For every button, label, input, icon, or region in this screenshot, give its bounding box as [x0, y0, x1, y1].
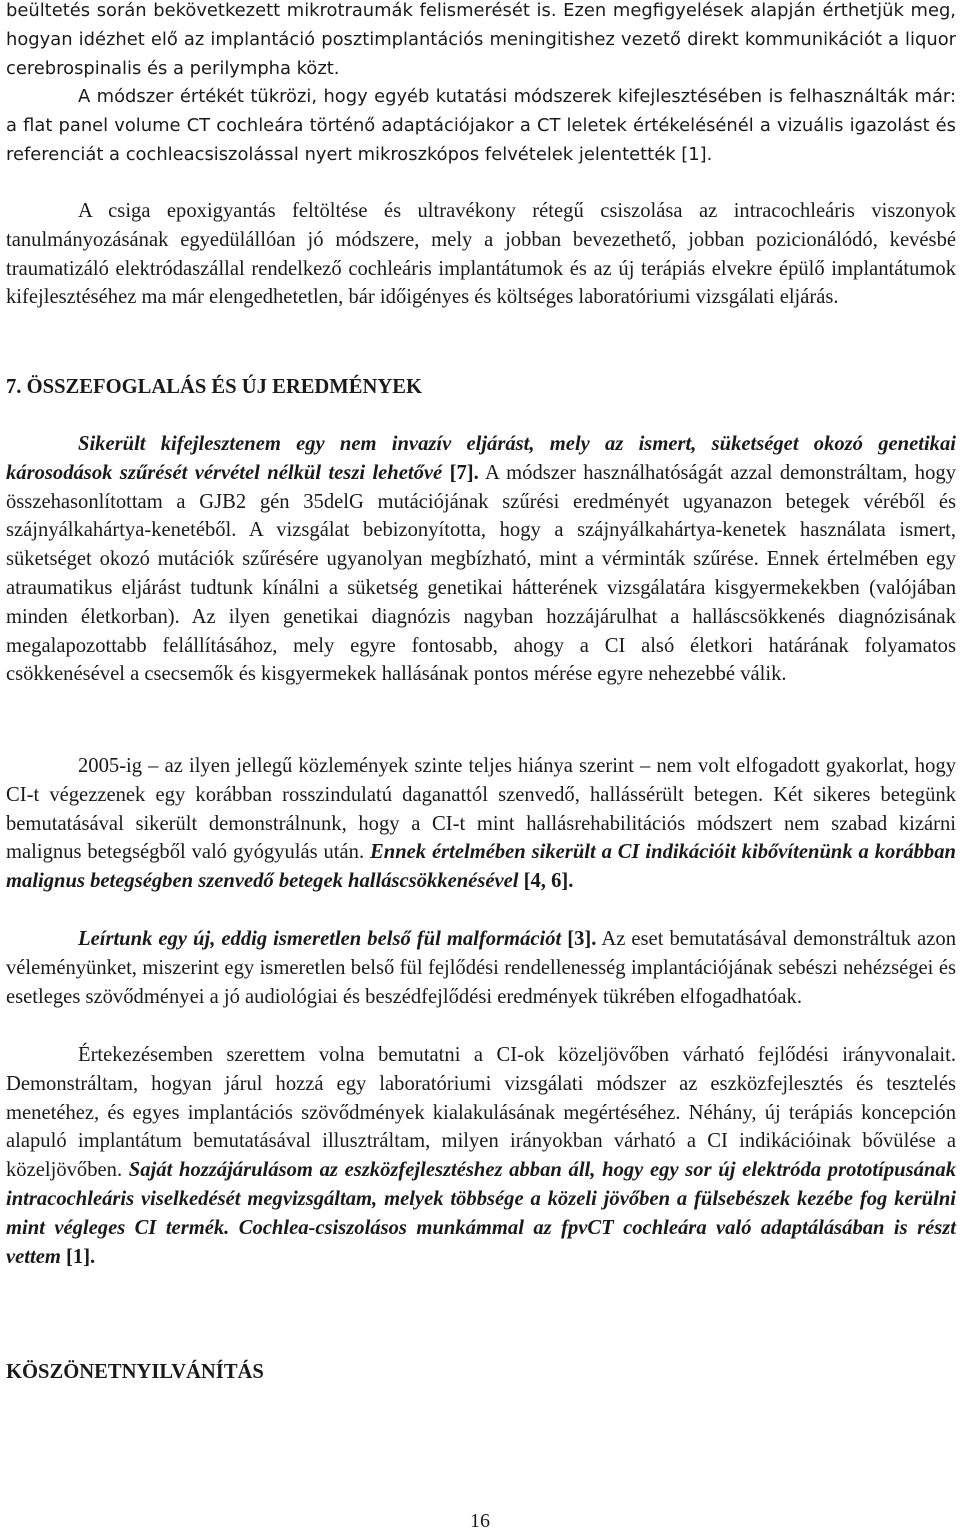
emphasis-text: Saját hozzájárulásom az eszközfejlesztéshez abban áll, hogy egy sor új elektróda prototípusának intracochleáris viselkedését megvizsgáltam, melyek többsége a közeli jövőben a fülsebészek kezébe fog kerülni mint végleges CI termék. Cochlea-csiszolásos munkámmal az fpvCT cochleára való adaptálásában is részt vettem: [6, 1159, 956, 1268]
emphasis-text: Ennek értelmében sikerült a CI indikációit kibővítenünk a korábban malignus betegségben szenvedő betegek halláscsökkenésével: [6, 841, 956, 893]
paragraph-ertekezes: [6, 1041, 956, 1271]
paragraph-text: 2005-ig – az ilyen jellegű közlemények szinte teljes hiánya szerint – nem volt elfogadott gyakorlat, hogy CI-t végezzenek egy korábban rosszindulatú daganattól szenvedő, hallássérült betegen. Két sikeres betegünk bemutatásával sikerült demonstrálnunk, hogy a CI-t mint hallásrehabilitációs módszert nem szabad kizárni malignus betegségből való gyógyulás után.: [6, 755, 956, 864]
paragraph-text: A csiga epoxigyantás feltöltése és ultravékony rétegű csiszolása az intracochleáris viszonyok tanulmányozásának egyedülállóan jó módszere, mely a jobban bevezethető, jobban pozicionálódó, kevésbé traumatizáló elektródaszállal rendelkező cochleáris implantátumok és az új terápiás elvekre épülő implantátumok kifejlesztéséhez ma már elengedhetetlen, bár időigényes és költséges laboratóriumi vizsgálati eljárás.: [6, 200, 956, 309]
acknowledgements-heading: KÖSZÖNETNYILVÁNÍTÁS: [6, 1361, 264, 1383]
reference: [4, 6].: [518, 870, 574, 893]
document-page: [6, 0, 956, 1537]
paragraph-text: A módszer értékét tükrözi, hogy egyéb kutatási módszerek kifejlesztésében is felhasználták már: a flat panel volume CT cochleára történő adaptációjakor a CT leletek értékelésénél a vizuális igazolást és referenciát a cochleacsiszolással nyert mikroszkópos felvételek jelentették [1].: [6, 86, 956, 165]
reference: [3].: [561, 928, 597, 950]
paragraph-text: beültetés során bekövetkezett mikrotraumák felismerését is. Ezen megfigyelések alapján érthetjük meg, hogyan idézhet elő az implantáció posztimplantációs meningitishez vezető direkt kommunikációt a liquor cerebrospinalis és a perilympha közt.: [6, 0, 956, 79]
paragraph-text: Értekezésemben szerettem volna bemutatni a CI-ok közeljövőben várható fejlődési irányvonalait. Demonstráltam, hogyan járul hozzá egy laboratóriumi vizsgálati módszer az eszközfejlesztés és tesztelés menetéhez, és egyes implantációs szövődmények kialakulásának megértéséhez. Néhány, új terápiás koncepción alapuló implantátum bemutatásával illusztráltam, milyen irányokban várható a CI indikációinak bővülése a közeljövőben.: [6, 1044, 956, 1182]
paragraph-genetikai-szures: [6, 430, 956, 689]
paragraph-malformacio: [6, 925, 956, 1011]
emphasis-text: Sikerült kifejlesztenem egy nem invazív eljárást, mely az ismert, süketséget okozó genetikai károsodások szűrését vérvétel nélkül teszi lehetővé: [6, 433, 956, 484]
reference: [1].: [60, 1245, 96, 1268]
paragraph-text: Az eset bemutatásával demonstráltuk azon véleményünket, miszerint egy ismeretlen belső fül fejlődési rendellenesség implantációjának sebészi nehézségei és esetleges szövődményei a jó audiológiai és beszédfejlődési eredmények tükrében elfogadhatóak.: [6, 928, 956, 1008]
page-number: 16: [470, 1510, 490, 1532]
emphasis-text: Leírtunk egy új, eddig ismeretlen belső fül malformációt: [78, 928, 562, 950]
paragraph-csiga-epoxigyantas: [6, 197, 956, 312]
paragraph-text: A módszer használhatóságát azzal demonstráltam, hogy összehasonlítottam a GJB2 gén 35delG mutációjának szűrési eredményét ugyanazon betegek véréből és szájnyálkahártya-kenetéből. A vizsgálat bebizonyította, hogy a szájnyálkahártya-kenetek használata ismert, süketséget okozó mutációk szűrésére ugyanolyan megbízható, mint a vérminták szűrése. Ennek értelmében egy atraumatikus eljárást tudtunk kínálni a süketség genetikai hátterének vizsgálatára kisgyermekekben (valójában minden életkorban). Az ilyen genetikai diagnózis nagyban hozzájárulhat a halláscsökkenés diagnózisának megalapozottabb felállításához, mely egyre fontosabb, ahogy a CI alsó életkori határának folyamatos csökkenésével a csecsemők és kisgyermekek hallásának pontos mérése egyre nehezebbé válik.: [6, 461, 956, 686]
section-heading-7: 7. ÖSSZEFOGLALÁS ÉS ÚJ EREDMÉNYEK: [6, 376, 422, 398]
paragraph-mikrotraumak: [6, 0, 956, 83]
paragraph-malignus: [6, 752, 956, 896]
paragraph-modszer-erteke: [6, 83, 956, 169]
reference: [7].: [442, 461, 479, 484]
